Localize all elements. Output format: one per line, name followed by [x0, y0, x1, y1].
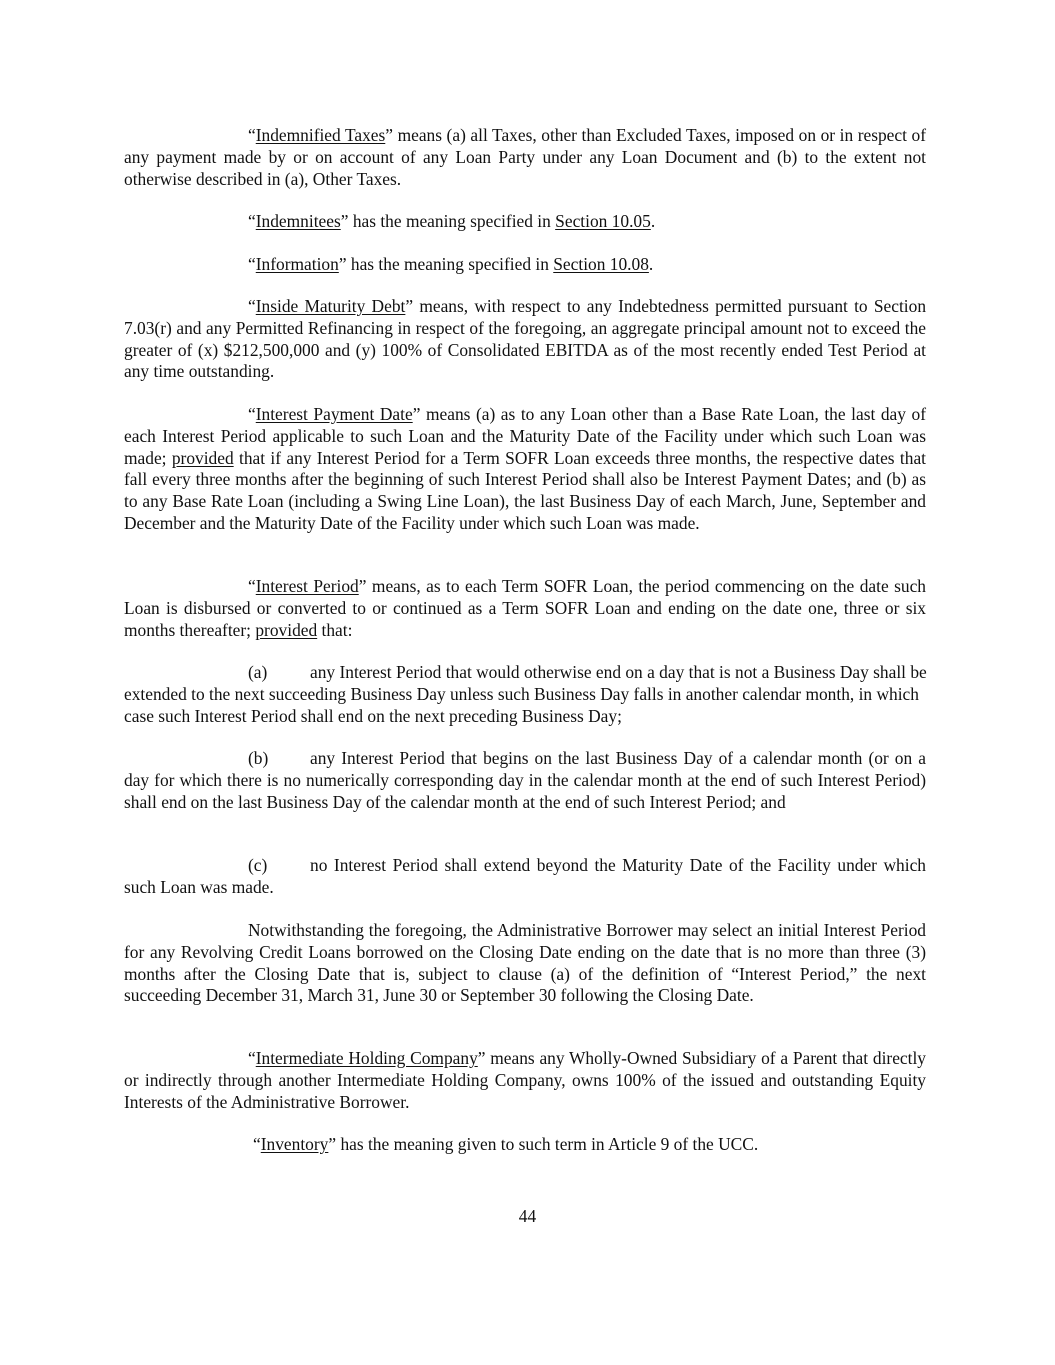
proviso: provided: [171, 447, 234, 468]
definition-text: means (a) as to any Loan other than a Base Rate Loan, the last day of each Interest Period applicable to such Loan and the Maturity Date of the Facility under which such Loan was made;: [124, 404, 926, 468]
clause-label: (b): [248, 748, 269, 768]
close-quote: ”: [385, 125, 394, 145]
definition-interest-payment-date: [124, 404, 926, 535]
paragraph-text: Notwithstanding the foregoing, the Administrative Borrower may select an initial Interest Period for any Revolving Credit Loans borrowed on the Closing Date ending on the date that is no more than three (3) months after the Closing Date that is, subject to clause (a) of the definition of “Interest Period,” the next succeeding December 31, March 31, June 30 or September 30 following the Closing Date.: [124, 920, 926, 1006]
close-quote: ”: [340, 211, 349, 231]
definition-text: has the meaning specified in: [348, 211, 556, 231]
definition-text: has the meaning given to such term in Article 9 of the UCC.: [336, 1134, 759, 1154]
defined-term: Information: [255, 254, 339, 274]
definition-indemnitees: [124, 211, 926, 233]
definition-text-continued: that:: [317, 619, 353, 640]
close-quote: ”: [328, 1134, 337, 1154]
close-quote: ”: [338, 254, 347, 274]
definition-information: [124, 254, 926, 276]
defined-term: Interest Payment Date: [255, 404, 413, 424]
defined-term: Interest Period: [255, 576, 359, 596]
definition-inside-maturity-debt: [124, 296, 926, 383]
open-quote: “: [248, 125, 256, 145]
open-quote: “: [253, 1134, 261, 1154]
page-number: 44: [518, 1206, 537, 1226]
period: .: [650, 211, 656, 231]
close-quote: ”: [405, 296, 414, 316]
paragraph-notwithstanding: [124, 920, 926, 1007]
defined-term: Indemnified Taxes: [255, 125, 386, 145]
definition-text: has the meaning specified in: [346, 254, 554, 274]
proviso: provided: [255, 619, 318, 640]
clause-text: any Interest Period that begins on the last Business Day of a calendar month (or on a day for which there is no numerically corresponding day in the calendar month at the end of such Interest Period) shall end on the last Business Day of the calendar month at the end of such Interest Period; and: [124, 748, 926, 812]
clause-text: no Interest Period shall extend beyond the Maturity Date of the Facility under which such Loan was made.: [124, 855, 926, 897]
open-quote: “: [248, 1048, 256, 1068]
definition-text: means, with respect to any Indebtedness permitted pursuant to Section 7.03(r) and any Permitted Refinancing in respect of the foregoing, an aggregate principal amount not to exceed the greater of (x) $212,500,000 and (y) 100% of Consolidated EBITDA as of the most recently ended Test Period at any time outstanding.: [124, 296, 927, 382]
definition-text: means, as to each Term SOFR Loan, the period commencing on the date such Loan is disbursed or converted to or continued as a Term SOFR Loan and ending on the date one, three or six months thereafter;: [124, 576, 926, 640]
definition-text: means any Wholly-Owned Subsidiary of a Parent that directly or indirectly through another Intermediate Holding Company, owns 100% of the issued and outstanding Equity Interests of the Administrative Borrower.: [124, 1048, 926, 1112]
definition-indemnified-taxes: [124, 125, 926, 190]
clause-text: any Interest Period that would otherwise end on a day that is not a Business Day shall be extended to the next succeeding Business Day unless such Business Day falls in another calendar month, in which case such Interest Period shall end on the next preceding Business Day;: [124, 662, 927, 726]
open-quote: “: [248, 211, 256, 231]
definition-intermediate-holding-company: [124, 1048, 926, 1113]
open-quote: “: [248, 254, 256, 274]
clause-b: [124, 748, 926, 813]
defined-term: Inventory: [260, 1134, 329, 1154]
definition-interest-period: [124, 576, 926, 641]
open-quote: “: [248, 576, 256, 596]
section-reference: Section 10.08: [553, 254, 649, 274]
period: .: [648, 254, 654, 274]
defined-term: Intermediate Holding Company: [255, 1048, 478, 1068]
close-quote: ”: [477, 1048, 486, 1068]
open-quote: “: [248, 296, 256, 316]
clause-c: [124, 855, 926, 899]
clause-a: [124, 662, 932, 727]
section-reference: Section 10.05: [555, 211, 651, 231]
definition-text-continued: that if any Interest Period for a Term SOFR Loan exceeds three months, the respective dates that fall every three months after the beginning of such Interest Period shall also be Interest Payment Dates; and (b) as to any Base Rate Loan (including a Swing Line Loan), the last Business Day of each March, June, September and December and the Maturity Date of the Facility under which such Loan was made.: [124, 447, 926, 533]
defined-term: Indemnitees: [255, 211, 341, 231]
definition-text: means (a) all Taxes, other than Excluded Taxes, imposed on or in respect of any payment made by or on account of any Loan Party under any Loan Document and (b) to the extent not otherwise described in (a), Other Taxes.: [124, 125, 926, 189]
clause-label: (c): [248, 855, 268, 875]
clause-label: (a): [248, 662, 268, 682]
close-quote: ”: [412, 404, 421, 424]
close-quote: ”: [358, 576, 367, 596]
definition-inventory: [124, 1134, 926, 1156]
open-quote: “: [248, 404, 256, 424]
defined-term: Inside Maturity Debt: [255, 296, 406, 316]
